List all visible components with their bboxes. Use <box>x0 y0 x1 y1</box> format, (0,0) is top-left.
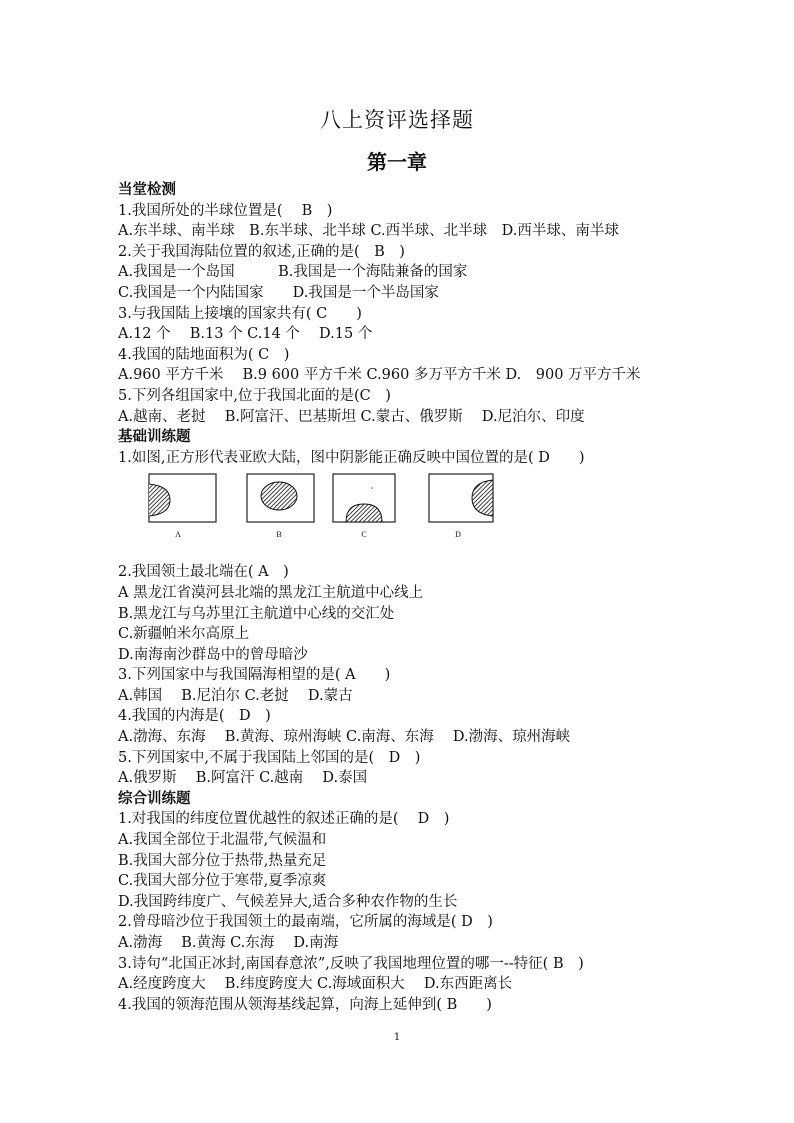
section-heading: 基础训练题 <box>118 429 191 446</box>
text-line: B.黑龙江与乌苏里江主航道中心线的交汇处 <box>118 605 395 622</box>
section-heading: 当堂检测 <box>118 182 176 198</box>
text-line: C.我国大部分位于寒带,夏季凉爽 <box>118 873 327 890</box>
document-body <box>118 180 718 1015</box>
text-line: 2.曾母暗沙位于我国领土的最南端，它所属的海域是( D ) <box>118 914 493 931</box>
text-line: 5.下列各组国家中,位于我国北面的是(C ) <box>118 387 391 404</box>
figure-c-diagram <box>332 472 402 524</box>
text-line: 4.我国的内海是( D ) <box>118 708 271 725</box>
figure-label-c: C <box>361 530 367 540</box>
figure-label-b: B <box>276 530 282 540</box>
question-figure <box>118 472 718 562</box>
text-line: C.我国是一个内陆国家 D.我国是一个半岛国家 <box>118 284 439 301</box>
text-line: 1.对我国的纬度位置优越性的叙述正确的是( D ) <box>118 811 450 828</box>
text-line: 3.下列国家中与我国隔海相望的是( A ) <box>118 667 391 684</box>
text-line: 3.诗句“北国正冰封,南国春意浓”,反映了我国地理位置的哪一--特征( B ) <box>118 955 584 972</box>
text-line: D.我国跨纬度广、气候差异大,适合多种农作物的生长 <box>118 893 458 910</box>
text-line: C.新疆帕米尔高原上 <box>118 626 250 643</box>
figure-option-c <box>332 472 402 540</box>
figure-option-b <box>246 472 316 540</box>
text-line: 3.与我国陆上接壤的国家共有( C ) <box>118 305 362 322</box>
text-line: A.12 个 B.13 个 C.14 个 D.15 个 <box>118 326 373 343</box>
text-line: 5.下列国家中,不属于我国陆上邻国的是( D ) <box>118 749 421 766</box>
text-line: A.俄罗斯 B.阿富汗 C.越南 D.泰国 <box>118 770 368 787</box>
figure-a-diagram <box>148 472 218 524</box>
text-line: 4.我国的陆地面积为( C ) <box>118 346 290 363</box>
text-line: A.渤海、东海 B.黄海、琼州海峡 C.南海、东海 D.渤海、琼州海峡 <box>118 729 571 746</box>
figure-b-diagram <box>246 472 316 524</box>
section-heading: 综合训练题 <box>118 790 191 807</box>
text-line: D.南海南沙群岛中的曾母暗沙 <box>118 646 308 663</box>
text-line: 2.关于我国海陆位置的叙述,正确的是( B ) <box>118 243 405 260</box>
text-line: 1.如图,正方形代表亚欧大陆，图中阴影能正确反映中国位置的是( D ) <box>118 449 585 466</box>
text-line: A.韩国 B.尼泊尔 C.老挝 D.蒙古 <box>118 687 353 704</box>
page-number: 1 <box>393 1032 401 1043</box>
text-line: 1.我国所处的半球位置是( B ) <box>118 202 333 219</box>
figure-option-d <box>428 472 498 540</box>
text-line: A.渤海 B.黄海 C.东海 D.南海 <box>118 935 339 951</box>
text-line: 4.我国的领海范围从领海基线起算，向海上延伸到( B ) <box>118 996 492 1013</box>
text-line: B.我国大部分位于热带,热量充足 <box>118 852 327 869</box>
text-line: A.我国全部位于北温带,气候温和 <box>118 832 327 849</box>
chapter-heading: 第一章 <box>367 150 427 174</box>
document-title: 八上资评选择题 <box>320 108 474 132</box>
text-line: A 黑龙江省漠河县北端的黑龙江主航道中心线上 <box>118 584 424 601</box>
text-line: A.经度跨度大 B.纬度跨度大 C.海域面积大 D.东西距离长 <box>118 976 513 993</box>
text-line: A.东半球、南半球 B.东半球、北半球 C.西半球、北半球 D.西半球、南半球 <box>118 223 619 240</box>
text-line: A.越南、老挝 B.阿富汗、巴基斯坦 C.蒙古、俄罗斯 D.尼泊尔、印度 <box>118 408 585 425</box>
text-line: 2.我国领土最北端在( A ) <box>118 564 289 581</box>
figure-d-diagram <box>428 472 498 524</box>
figure-option-a <box>148 472 218 540</box>
text-line: A.我国是一个岛国 B.我国是一个海陆兼备的国家 <box>118 264 468 281</box>
text-line: A.960 平方千米 B.9 600 平方千米 C.960 多万平方千米 D. 900 万平方千米 <box>118 367 641 384</box>
figure-label-d: D <box>455 530 461 540</box>
figure-label-a: A <box>175 530 181 540</box>
